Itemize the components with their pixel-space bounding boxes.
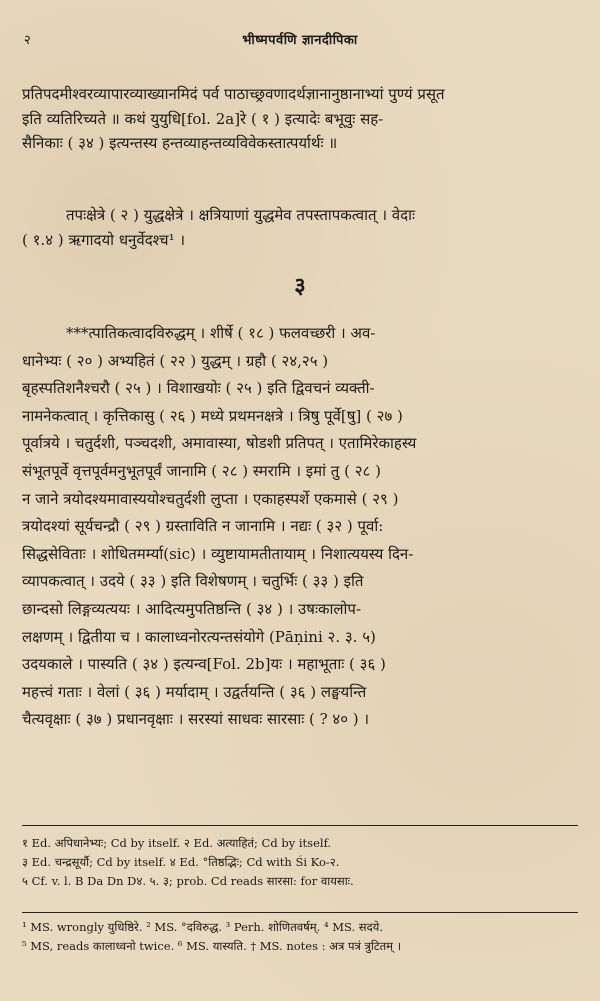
text-line: नामनेकत्वात् । कृत्तिकासु ( २६ ) मध्ये प्रथमनक्षत्रे । त्रिषु पूर्वे[षु] ( २७ )	[22, 406, 403, 425]
intro-paragraph	[22, 82, 576, 156]
text-line: संभूतपूर्वे वृत्तपूर्वमनुभूतपूर्वं जानामि ( २८ ) स्मरामि । इमां तु ( २८ )	[22, 461, 381, 480]
edition-footnotes	[22, 834, 576, 890]
footnote-line: ⁵ MS, reads कालाध्वनो twice. ⁶ MS. यास्यति. † MS. notes : अत्र पत्रं त्रुटितम् ।	[22, 938, 402, 953]
manuscript-footnotes	[22, 918, 576, 956]
footnote-line: ३ Ed. चन्द्रसूर्यौ; Cd by itself. ४ Ed. °तिष्ठद्भिः; Cd with Śi Ko-२.	[22, 854, 340, 869]
running-title: भीष्मपर्वणि ज्ञानदीपिका	[242, 33, 358, 48]
commentary-paragraph-3	[22, 320, 576, 734]
text-line: व्यापकत्वात् । उदये ( ३३ ) इति विशेषणम् । चतुर्भिः ( ३३ ) इति	[22, 572, 364, 591]
footnote-divider	[22, 825, 578, 826]
footnote-divider	[22, 912, 578, 913]
text-line: तपःक्षेत्रे ( २ ) युद्धक्षेत्रे । क्षत्रियाणां युद्धमेव तपस्तापकत्वात् । वेदाः	[66, 206, 415, 224]
text-line: इति व्यतिरिच्यते ॥ कथं युयुधि[fol. 2a]रे ( १ ) इत्यादेः बभूवुः सह-	[22, 109, 384, 128]
text-line: छान्दसो लिङ्गव्यत्ययः । आदित्यमुपतिष्ठन्ति ( ३४ ) । उषःकालोप-	[22, 599, 362, 618]
footnote-line: ¹ MS. wrongly युधिष्ठिरे. ² MS. °दविरुद्ध. ³ Perh. शोणितवर्षम्. ⁴ MS. सदये.	[22, 920, 384, 934]
text-line: पूर्वात्रये । चतुर्दशी, पञ्चदशी, अमावास्या, षोडशी प्रतिपत् । एतामिरेकाहस्य	[22, 434, 417, 453]
text-line: त्रयोदश्यां सूर्यचन्द्रौ ( २९ ) ग्रस्ताविति न जानामि । नद्यः ( ३२ ) पूर्वा:	[22, 517, 384, 536]
text-line: बृहस्पतिशनैश्चरौ ( २५ ) । विशाखयोः ( २५ ) इति द्विवचनं व्यक्ती-	[22, 379, 375, 398]
text-line: उदयकाले । पास्यति ( ३४ ) इत्यन्व[Fol. 2b]यः । महाभूताः ( ३६ )	[22, 655, 386, 674]
text-line: ***त्पातिकत्वादविरुद्धम् । शीर्षे ( १८ ) फलवच्छरी । अव-	[66, 324, 376, 342]
section-number: ३	[294, 273, 306, 299]
text-line: धानेभ्यः ( २० ) अभ्यहितं ( २२ ) युद्धम् । ग्रहौ ( २४,२५ )	[22, 351, 329, 370]
footnote-line: १ Ed. अपिधानेभ्यः; Cd by itself. २ Ed. अत्याहितं; Cd by itself.	[22, 836, 332, 850]
text-line: ( १.४ ) ऋगादयो धनुर्वेदश्च¹ ।	[22, 230, 186, 249]
page-number: २	[24, 33, 32, 48]
text-line: लक्षणम् । द्वितीया च । कालाध्वनोरत्यन्तसंयोगे (Pāṇini २. ३. ५)	[22, 627, 376, 646]
text-line: चैत्यवृक्षाः ( ३७ ) प्रधानवृक्षाः । सरस्यां साधवः सारसाः ( ? ४० ) ।	[22, 710, 370, 729]
commentary-paragraph-1	[22, 203, 576, 252]
text-line: सिद्धसेविताः । शोधितमर्म्या(sic) । व्युष्टायामतीतायाम् । निशात्ययस्य दिन-	[22, 544, 414, 563]
footnote-line: ५ Cf. v. l. B Da Dn D४. ५. ३; prob. Cd reads सारसा: for वायसाः.	[22, 873, 354, 888]
text-line: महत्त्वं गताः । वेलां ( ३६ ) मर्यादाम् । उद्वर्तयन्ति ( ३६ ) लङ्घयन्ति	[22, 682, 367, 701]
text-line: न जाने त्रयोदश्यमावास्ययोश्चतुर्दशी लुप्ता । एकाहस्पर्शे एकमासे ( २९ )	[22, 489, 399, 508]
text-line: सैनिकाः ( ३४ ) इत्यन्तस्य हन्तव्याहन्तव्यविवेकस्तात्पर्यार्थः ॥	[22, 134, 338, 152]
running-header	[24, 30, 576, 48]
text-line: प्रतिपदमीश्वरव्यापारव्याख्यानमिदं पर्व पाठाच्छ्रवणादर्थज्ञानानुष्ठानाभ्यां पुण्यं प्रसूत	[22, 85, 445, 103]
